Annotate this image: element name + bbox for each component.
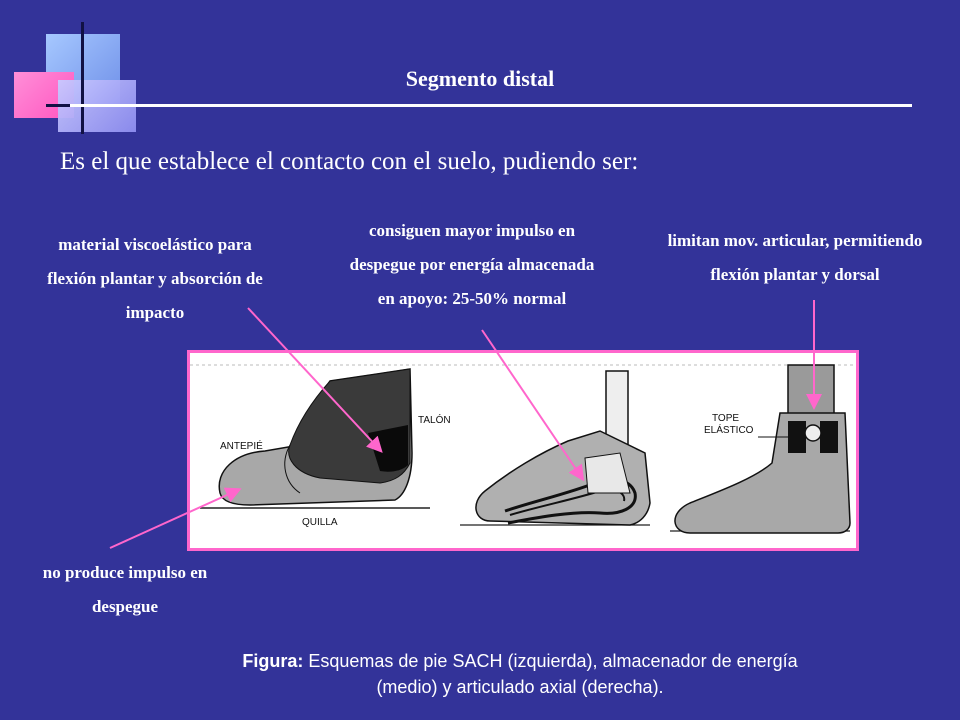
label-quilla: QUILLA: [302, 517, 338, 528]
callout-sach-line2: flexión plantar y absorción de: [47, 269, 263, 288]
label-tope-2: ELÁSTICO: [704, 425, 754, 436]
slide-title: Segmento distal: [405, 66, 555, 91]
callout-no-push-line1: no produce impulso en: [42, 563, 208, 582]
caption-bold: Figura:: [242, 651, 304, 671]
callout-energy-line2: despegue por energía almacenada: [349, 255, 595, 274]
arrow-no-push: [110, 490, 238, 548]
slide-subtitle: Es el que establece el contacto con el suelo, pudiendo ser:: [60, 148, 639, 175]
callout-axial-line2: flexión plantar y dorsal: [710, 265, 880, 284]
callout-energy-line1: consiguen mayor impulso en: [368, 221, 576, 240]
label-talon: TALÓN: [418, 415, 451, 426]
arrow-energy: [482, 330, 582, 478]
figure-caption: [160, 648, 880, 700]
caption-line1: Esquemas de pie SACH (izquierda), almacenador de energía: [308, 651, 798, 671]
callout-sach-line1: material viscoelástico para: [58, 235, 252, 254]
callout-sach-line3: impacto: [125, 303, 185, 322]
caption-line2: (medio) y articulado axial (derecha).: [376, 677, 664, 697]
label-tope-1: TOPE: [712, 413, 740, 424]
label-antepie: ANTEPIÉ: [220, 441, 263, 452]
arrow-sach: [248, 308, 380, 450]
callout-axial-line1: limitan mov. articular, permitiendo: [667, 231, 923, 250]
callout-no-push-line2: despegue: [91, 597, 159, 616]
callout-energy-line3: en apoyo: 25-50% normal: [377, 289, 567, 308]
